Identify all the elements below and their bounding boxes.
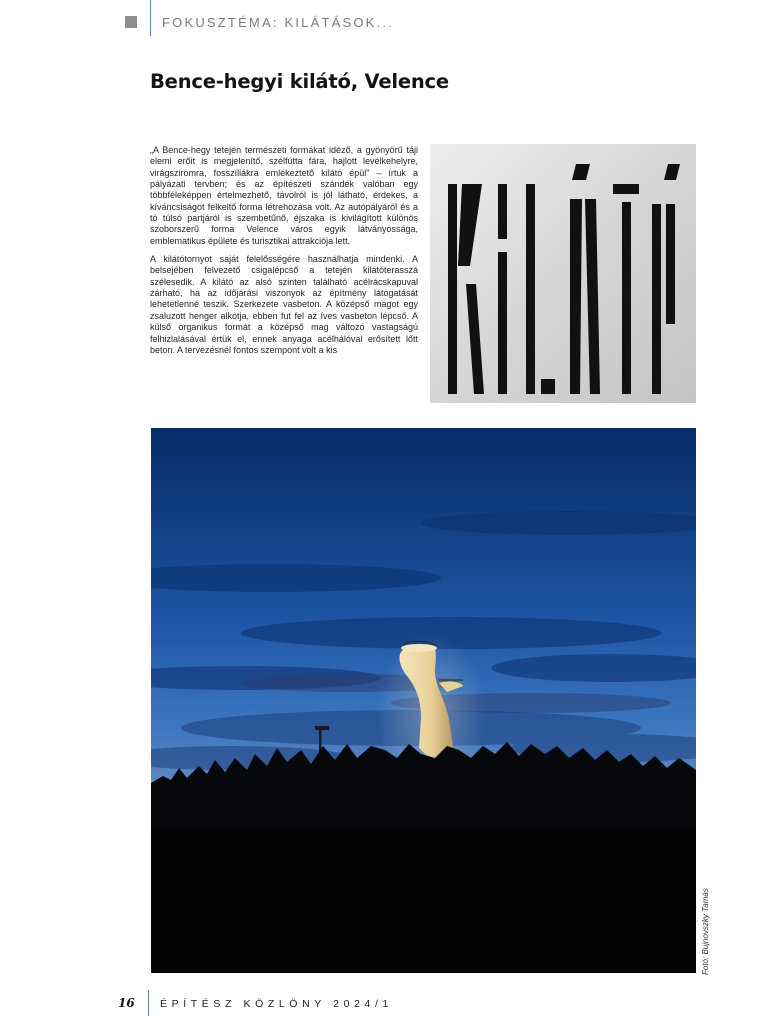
magazine-name: ÉPÍTÉSZ KÖZLÖNY 2024/1	[160, 998, 393, 1010]
photo-credit: Fotó: Bujnovszky Tamás	[701, 888, 710, 975]
body-paragraph: A kilátótornyot saját felelősségére használhatja mindenki. A belsejében felvezető csigalépcső a tetején kilátóterasszá szélesedik. A kilátó az alsó szinten található acélrácskapuval zárható, ha az időjárási viszonyok az építmény látogatását lehetetlenné teszik. Szerkezete vasbeton. A középső magot egy zsaluzott henger alkotja, ebben fut fel az íves vasbeton lépcső. A külső organikus formát a középső mag változó vastagságú felhizlalásával értük el, ennek anyaga acélhálóval erősített lőtt beton. A tervezésnél fontos szempont volt a kis	[150, 254, 418, 355]
header-divider	[150, 0, 151, 36]
body-paragraph: „A Bence-hegy tetején természeti formákat idéző, a gyönyörű táji elemi erőit is megjelenítő, szélfútta fára, hajlott levélkehelyre, virágsziromra, fosszíliákra emlékeztető kilátó épül” – írtuk a pályázati tervben; és az építészeti szándék valóban egy többféleképpen értelmezhető, távolról is jól látható, érdekes, a kíváncsiságot felkeltő forma létrehozása volt. Az autópályáról és a tó túlsó partjáról is szembetűnő, éjszaka is kivilágított különös szoborszerű forma Velence város egyik látványossága, emblematikus épülete és turisztikai attrakciója lett.	[150, 145, 418, 246]
page-number: 16	[118, 996, 135, 1010]
page-footer	[0, 990, 757, 1024]
kilato-sign-photo-svg	[430, 144, 696, 403]
section-label: FOKUSZTÉMA: KILÁTÁSOK...	[162, 15, 394, 30]
section-marker-square	[125, 16, 137, 28]
article-body	[150, 145, 418, 363]
footer-divider	[148, 990, 149, 1016]
tower-night-photo	[151, 428, 696, 973]
article-title: Bence-hegyi kilátó, Velence	[150, 70, 449, 93]
page-header	[0, 0, 757, 40]
tower-night-photo-svg	[151, 428, 696, 973]
kilato-sign-photo	[430, 144, 696, 403]
